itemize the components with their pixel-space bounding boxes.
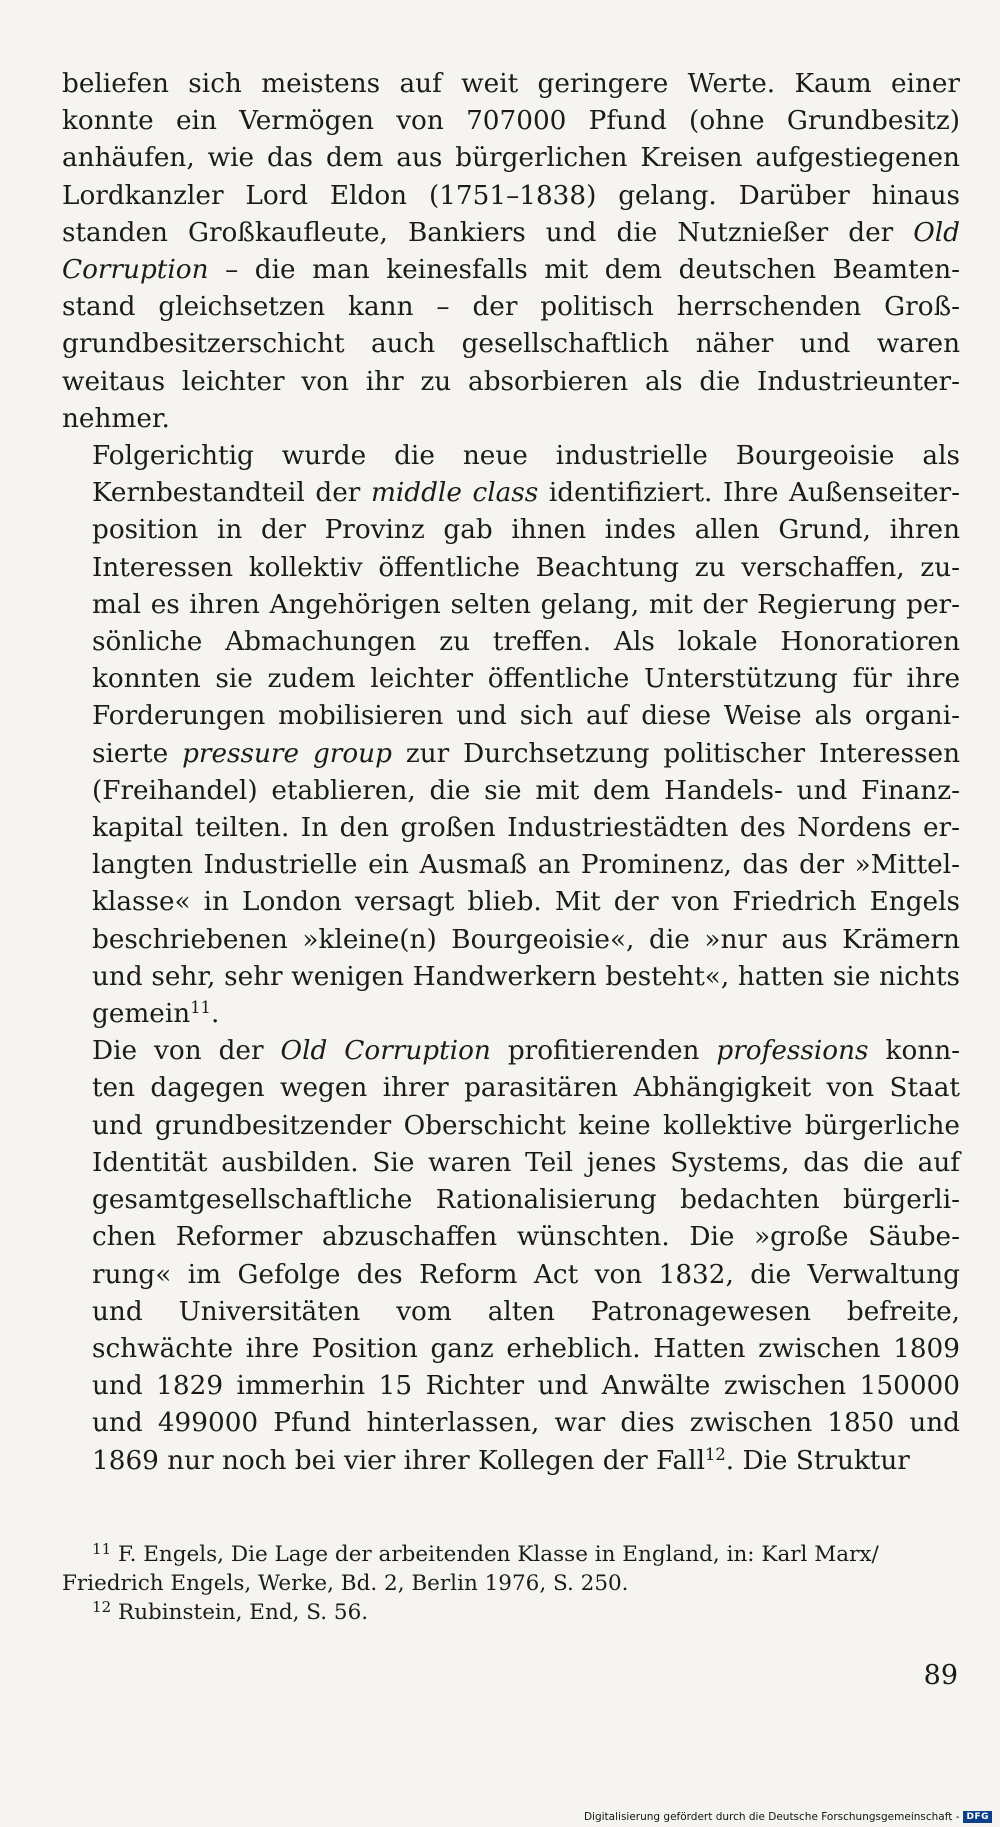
text-line: mal es ihren Angehörigen selten gelang, mit der Regierung per- [92,589,960,620]
footnote [62,1540,960,1598]
footnote-line [62,1540,960,1569]
text-line: klasse« in London versagt blieb. Mit der von Friedrich Engels [92,887,960,918]
text-line: Forderungen mobilisieren und sich auf diese Weise als organi- [92,701,960,732]
paragraph [62,1033,960,1479]
footnote-text: Rubinstein, End, S. 56. [118,1600,369,1625]
text-line: konnte ein Vermögen von 707000 Pfund (ohne Grundbesitz) [62,106,960,137]
footnote [62,1598,960,1627]
page-number: 89 [923,1660,958,1691]
text-line: beliefen sich meistens auf weit geringere Werte. Kaum einer [62,69,960,99]
text-line: anhäufen, wie das dem aus bürgerlichen Kreisen aufgestiegenen [62,143,960,174]
text-line: und grundbesitzender Oberschicht keine kollektive bürgerliche [92,1110,960,1141]
text-line: Lordkanzler Lord Eldon (1751–1838) gelang. Darüber hinaus [62,180,960,211]
text-line: Folgerichtig wurde die neue industrielle Bourgeoisie als [92,441,960,472]
text-line: weitaus leichter von ihr zu absorbieren als die Industrieunter- [62,366,960,397]
text-line: sönliche Abmachungen zu treffen. Als lokale Honoratioren [92,627,960,658]
text-line: grundbesitzerschicht auch gesellschaftlich näher und waren [62,329,960,360]
footnote-line: Friedrich Engels, Werke, Bd. 2, Berlin 1976, S. 250. [62,1571,629,1596]
body-text [62,66,960,1480]
footnote-text: F. Engels, Die Lage der arbeitenden Klasse in England, in: Karl Marx/ [118,1542,879,1567]
digitization-credit [584,1811,992,1823]
text-line: schwächte ihre Position ganz erheblich. Hatten zwischen 1809 [92,1333,960,1364]
text-line: langten Industrielle ein Ausmaß an Prominenz, das der »Mittel- [92,850,960,881]
text-line: beschriebenen »kleine(n) Bourgeoisie«, die »nur aus Krämern [92,924,960,955]
footnote-number: 11 [92,1540,112,1559]
text-line: standen Großkaufleute, Bankiers und die Nutznießer der Old [62,217,960,248]
text-line: Die von der Old Corruption profitierenden professions konn- [92,1036,960,1067]
text-line: stand gleichsetzen kann – der politisch herrschenden Groß- [62,292,960,323]
paragraph [62,438,960,1033]
text-line: Corruption – die man keinesfalls mit dem deutschen Beamten- [62,255,960,286]
text-line: (Freihandel) etablieren, die sie mit dem Handels- und Finanz- [92,775,960,806]
text-line: gemein$^{11}$. [92,998,220,1030]
text-line: Interessen kollektiv öffentliche Beachtung zu verschaffen, zu- [92,552,960,583]
dfg-logo: DFG [963,1811,992,1823]
text-line: und 1829 immerhin 15 Richter und Anwälte zwischen 150000 [92,1371,960,1402]
text-line: konnten sie zudem leichter öffentliche Unterstützung für ihre [92,664,960,695]
text-line: position in der Provinz gab ihnen indes allen Grund, ihren [92,515,960,546]
text-line: und Universitäten vom alten Patronagewesen befreite, [92,1296,960,1327]
text-line: und sehr, sehr wenigen Handwerkern besteht«, hatten sie nichts [92,961,960,992]
text-line: und 499000 Pfund hinterlassen, war dies zwischen 1850 und [92,1408,960,1439]
text-line: gesamtgesellschaftliche Rationalisierung bedachten bürgerli- [92,1185,960,1216]
text-line: ten dagegen wegen ihrer parasitären Abhängigkeit von Staat [92,1073,960,1104]
text-line: chen Reformer abzuschaffen wünschten. Die »große Säube- [92,1222,960,1253]
credit-text: Digitalisierung gefördert durch die Deutsche Forschungsgemeinschaft - [583,1811,960,1823]
text-line: 1869 nur noch bei vier ihrer Kollegen der Fall$^{12}$. Die Struktur [92,1444,910,1476]
footnote-number: 12 [92,1598,112,1617]
text-line: Identität ausbilden. Sie waren Teil jenes Systems, das die auf [92,1147,960,1178]
text-line: rung« im Gefolge des Reform Act von 1832, die Verwaltung [92,1259,960,1290]
text-line: nehmer. [62,403,170,434]
footnotes [62,1540,960,1627]
text-line: kapital teilten. In den großen Industriestädten des Nordens er- [92,813,960,844]
text-line: sierte pressure group zur Durchsetzung politischer Interessen [92,738,960,769]
paragraph [62,66,960,438]
footnote-line [62,1598,960,1627]
text-line: Kernbestandteil der middle class identifiziert. Ihre Außenseiter- [92,478,960,509]
